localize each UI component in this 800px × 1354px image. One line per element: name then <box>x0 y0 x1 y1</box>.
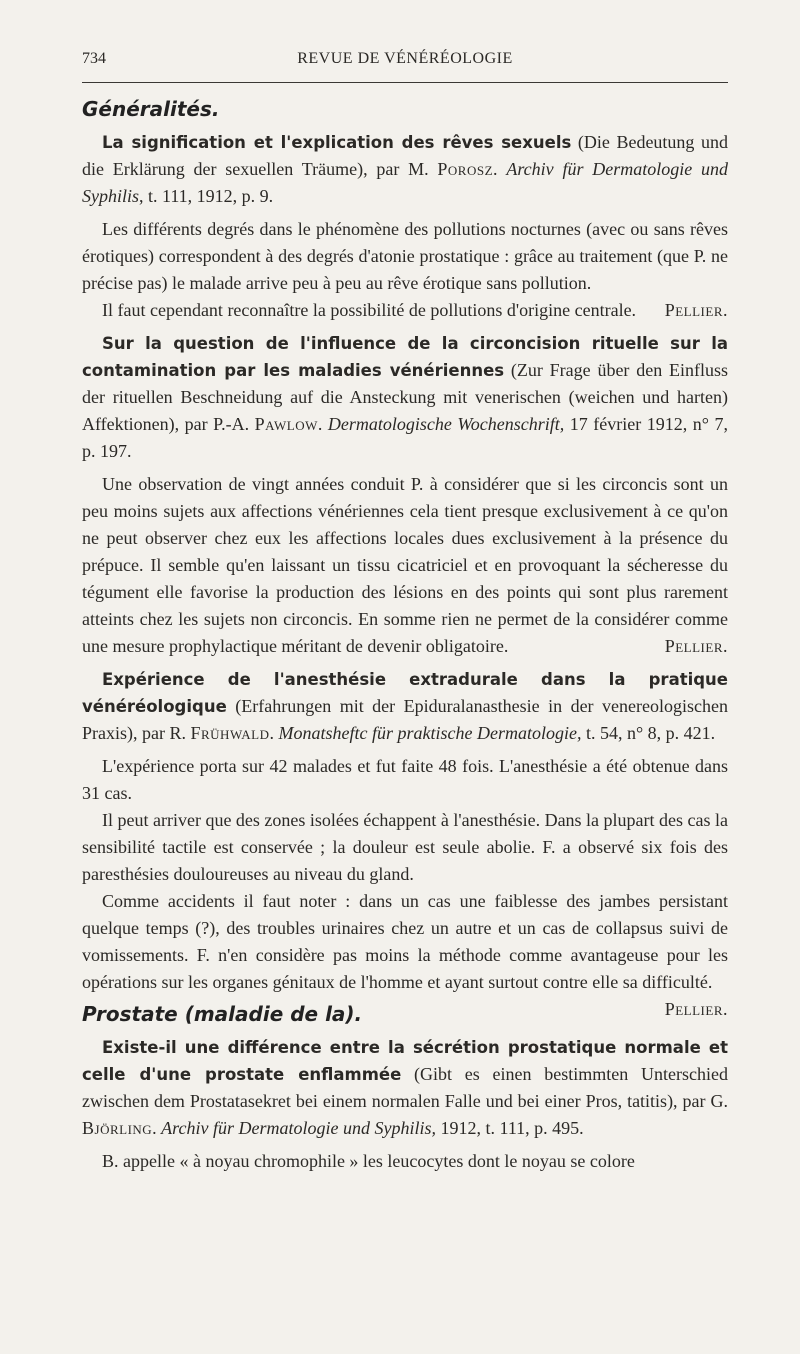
running-head <box>82 44 728 74</box>
article-reference: (Die Bedeutung und die Erklärung der sexuellen Träume), par M. <box>82 132 729 179</box>
article-author: Pawlow <box>254 414 318 434</box>
paragraph: B. appelle « à noyau chromophile » les leucocytes dont le noyau se colore <box>102 1151 635 1171</box>
article-reference-sep: . <box>152 1118 162 1138</box>
article-reference: (Zur Frage über den Einfluss der rituellen Beschneidung auf die Ansteckung mit venerischen (weichen und harten) Affektionen), par P.-A. <box>82 360 728 434</box>
article-reference: (Gibt es einen bestimmten Unterschied zwischen dem Prostatasekret bei einem normalen Falle und bei einer Pros, tatitis), par G. <box>82 1064 728 1111</box>
article-journal: Monatsheftc für praktische Dermatologie, <box>278 723 582 743</box>
paragraph-text: Comme accidents il faut noter : dans un cas une faiblesse des jambes persistant quelque temps (?), des troubles urinaires chez un autre et un cas de collapsus suivi de vomissements. F. n'en considère pas moins la méthode comme avantageuse pour les opérations sur les organes génitaux de l'homme et ayant surtout contre elle sa difficulté. <box>82 891 728 992</box>
article-heading <box>82 330 728 465</box>
paragraph-text: Il faut cependant reconnaître la possibilité de pollutions d'origine centrale. <box>102 300 637 320</box>
section-heading-prostate: Prostate (maladie de la). <box>82 1002 363 1026</box>
article-reference-tail: 17 février 1912, n° 7, p. 197. <box>82 414 728 461</box>
section-heading-generalites: Généralités. <box>82 97 220 121</box>
article-heading <box>82 1034 728 1142</box>
signature: Pellier. <box>664 300 728 320</box>
page-number: 734 <box>82 50 106 67</box>
article-journal: Dermatologische Wochenschrift, <box>327 414 565 434</box>
article-journal: Archiv für Dermatologie und Syphilis, <box>161 1118 436 1138</box>
article-reference: (Erfahrungen mit der Epiduralanasthesie in der venereologischen Praxis), par R. <box>82 696 728 743</box>
article-reference-tail: t. 54, n° 8, p. 421. <box>581 723 716 743</box>
paragraph: Il peut arriver que des zones isolées échappent à l'anesthésie. Dans la plupart des cas la sensibilité tactile est conservée ; la douleur est seule abolie. F. a observé six fois des paresthésies douloureuses au niveau du gland. <box>82 810 729 884</box>
paragraph: L'expérience porta sur 42 malades et fut faite 48 fois. L'anesthésie a été obtenue dans 31 cas. <box>82 756 728 803</box>
article-title: Expérience de l'anesthésie extradurale dans la pratique vénéréologique <box>82 670 728 716</box>
paragraph: Les différents degrés dans le phénomène des pollutions nocturnes (avec ou sans rêves érotiques) correspondent à des degrés d'atonie prostatique : grâce au traitement (que P. ne précise pas) le malade arrive peu à peu au rêve érotique sans pollution. <box>82 219 728 293</box>
article-title: Sur la question de l'influence de la circoncision rituelle sur la contamination par les maladies vénériennes <box>82 334 728 380</box>
signature: Pellier. <box>664 999 728 1019</box>
article-reference-tail: 1912, t. 111, p. 495. <box>435 1118 584 1138</box>
paragraph <box>82 297 728 324</box>
article-reference-sep: . <box>269 723 279 743</box>
paragraph-text: Une observation de vingt années conduit P. à considérer que si les circoncis sont un peu moins sujets aux affections vénériennes cela tient presque exclusivement à ce qu'on ne peut observer chez eux les affections locales dues exclusivement à la présence du prépuce. Il semble qu'en laissant un tissu cicatriciel et en provoquant la sécheresse du tégument elle favorise la production des lésions en des points qui sont plus rarement atteints chez les sujets non circoncis. En somme rien ne permet de la considérer comme une mesure prophylactique méritant de devenir obligatoire. <box>82 474 728 656</box>
article-reference-tail: , t. 111, 1912, p. 9. <box>139 186 274 206</box>
article-author: Frühwald <box>190 723 270 743</box>
signature: Pellier. <box>664 636 728 656</box>
article-author: Porosz <box>437 159 494 179</box>
article-reference-sep: . <box>493 159 507 179</box>
article-reference-sep: . <box>317 414 328 434</box>
article-circoncision <box>82 330 728 660</box>
article-secretion-prostatique <box>82 1034 728 1175</box>
paragraph <box>82 471 728 660</box>
header-rule <box>82 82 728 83</box>
page <box>82 44 728 1175</box>
article-reves-sexuels <box>82 129 728 324</box>
article-author: Björling <box>82 1118 153 1138</box>
article-journal: Archiv für Dermatologie und Syphilis <box>82 159 728 206</box>
article-heading <box>82 129 728 210</box>
article-title: La signification et l'explication des rêves sexuels <box>102 133 572 152</box>
article-title: Existe-il une différence entre la sécrétion prostatique normale et celle d'une prostate enflammée <box>82 1038 728 1084</box>
journal-title: REVUE DE VÉNÉRÉOLOGIE <box>297 50 513 67</box>
article-heading <box>82 666 728 747</box>
